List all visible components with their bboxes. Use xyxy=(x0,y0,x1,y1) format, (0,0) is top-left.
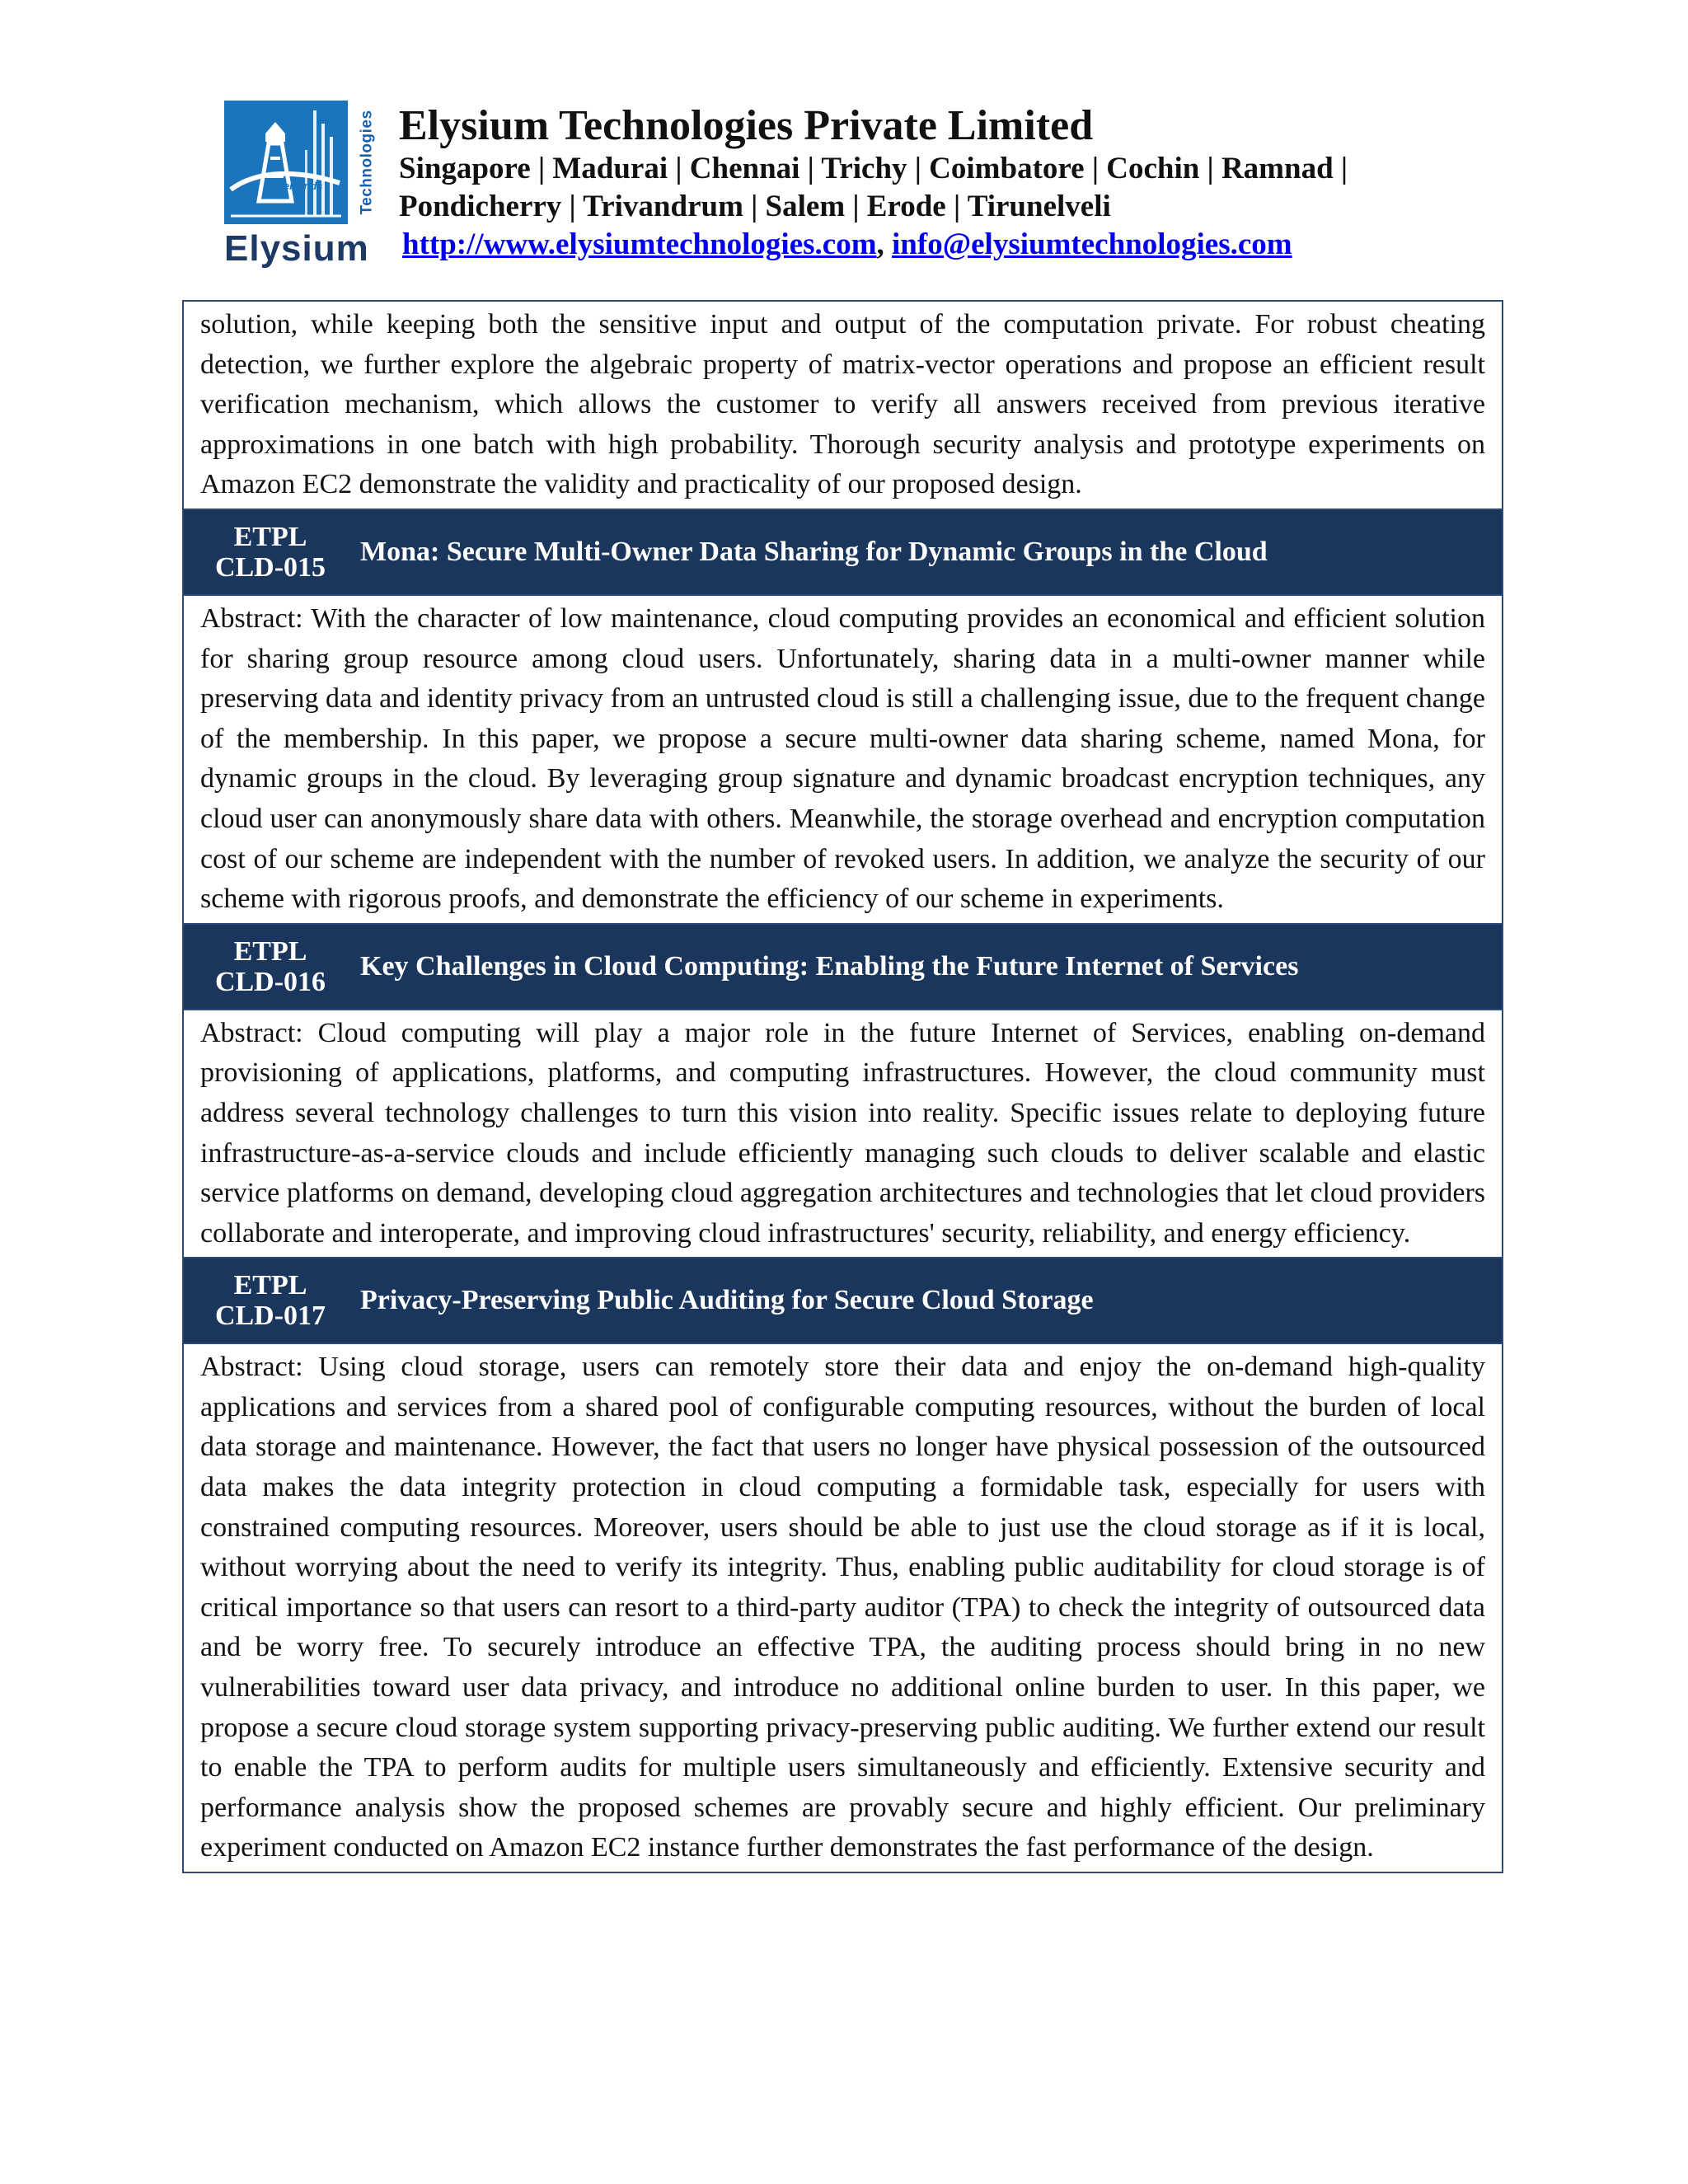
website-link[interactable]: http://www.elysiumtechnologies.com xyxy=(402,227,877,261)
entry-id-prefix: ETPL xyxy=(233,935,307,967)
entry-header-cld-016 xyxy=(184,925,1502,1010)
lighthouse-icon xyxy=(224,101,348,224)
city-list: Singapore | Madurai | Chennai | Trichy | Coimbatore | Cochin | Ramnad | Pondicherry | Trivandrum | Salem | Erode | Tirunelveli xyxy=(399,152,1348,223)
project-table xyxy=(182,300,1503,1873)
entry-header-cld-015 xyxy=(184,510,1502,596)
entry-id xyxy=(184,936,357,997)
entry-abstract-cld-015: Abstract: With the character of low maintenance, cloud computing provides an economical and efficient solution for sharing group resource among cloud users. Unfortunately, sharing data in a multi-owner manner while preserving data and identity privacy from an untrusted cloud is still a challenging issue, due to the frequent change of the membership. In this paper, we propose a secure multi-owner data sharing scheme, named Mona, for dynamic groups in the cloud. By leveraging group signature and dynamic broadcast encryption techniques, any cloud user can anonymously share data with others. Meanwhile, the storage overhead and encryption computation cost of our scheme are independent with the number of revoked users. In addition, we analyze the security of our scheme with rigorous proofs, and demonstrate the efficiency of our scheme in experiments. xyxy=(184,596,1502,925)
logo-wordmark: Elysium xyxy=(224,228,369,269)
entry-abstract-cld-016: Abstract: Cloud computing will play a major role in the future Internet of Services, enabling on-demand provisioning of applications, platforms, and computing infrastructures. However, the cloud community must address several technology challenges to turn this vision into reality. Specific issues relate to deploying future infrastructure-as-a-service clouds and include efficiently managing such clouds to deliver scalable and elastic service platforms on demand, developing cloud aggregation architectures and technologies that let cloud providers collaborate and interoperate, and improving cloud infrastructures' security, reliability, and energy efficiency. xyxy=(184,1010,1502,1259)
entry-id xyxy=(184,1270,357,1331)
logo-emblem xyxy=(224,101,348,224)
logo-technologies-label: Technologies xyxy=(359,110,376,215)
letterhead xyxy=(224,97,1543,279)
email-link[interactable]: info@elysiumtechnologies.com xyxy=(892,227,1292,261)
contact-links xyxy=(402,226,1292,264)
intro-abstract-continued: solution, while keeping both the sensitive input and output of the computation private. For robust cheating detection, we further explore the algebraic property of matrix-vector operations and propose an efficient result verification mechanism, which allows the customer to verify all answers received from previous iterative approximations in one batch with high probability. Thorough security analysis and prototype experiments on Amazon EC2 demonstrate the validity and practicality of our proposed design. xyxy=(184,302,1502,510)
company-logo xyxy=(224,101,381,269)
entry-title: Mona: Secure Multi-Owner Data Sharing for Dynamic Groups in the Cloud xyxy=(360,536,1268,567)
entry-header-cld-017 xyxy=(184,1258,1502,1344)
entry-id-prefix: ETPL xyxy=(233,1270,307,1301)
entry-id-code: CLD-017 xyxy=(214,1301,326,1332)
entry-id-prefix: ETPL xyxy=(233,521,307,552)
link-separator: , xyxy=(876,227,893,261)
company-name: Elysium Technologies Private Limited xyxy=(399,102,1094,149)
entry-id-code: CLD-015 xyxy=(214,551,326,583)
entry-title: Privacy-Preserving Public Auditing for Secure Cloud Storage xyxy=(360,1285,1094,1316)
entry-id xyxy=(184,522,357,583)
logo-side-text xyxy=(356,101,379,224)
entry-title: Key Challenges in Cloud Computing: Enabling the Future Internet of Services xyxy=(360,950,1299,982)
entry-abstract-cld-017: Abstract: Using cloud storage, users can remotely store their data and enjoy the on-demand high-quality applications and services from a shared pool of configurable computing resources, without the burden of local data storage and maintenance. However, the fact that users no longer have physical possession of the outsourced data makes the data integrity protection in cloud computing a formidable task, especially for users with constrained computing resources. Moreover, users should be able to just use the cloud storage as if it is local, without worrying about the need to verify its integrity. Thus, enabling public auditability for cloud storage is of critical importance so that users can resort to a third-party auditor (TPA) to check the integrity of outsourced data and be worry free. To securely introduce an effective TPA, the auditing process should bring in no new vulnerabilities toward user data privacy, and introduce no additional online burden to user. In this paper, we propose a secure cloud storage system supporting privacy-preserving public auditing. We further extend our result to enable the TPA to perform audits for multiple users simultaneously and efficiently. Extensive security and performance analysis show the proposed schemes are provably secure and highly efficient. Our preliminary experiment conducted on Amazon EC2 instance further demonstrates the fast performance of the design. xyxy=(200,1352,1485,1863)
logo-badge-text: Never Ends xyxy=(264,180,323,192)
entry-id-code: CLD-016 xyxy=(214,966,326,997)
